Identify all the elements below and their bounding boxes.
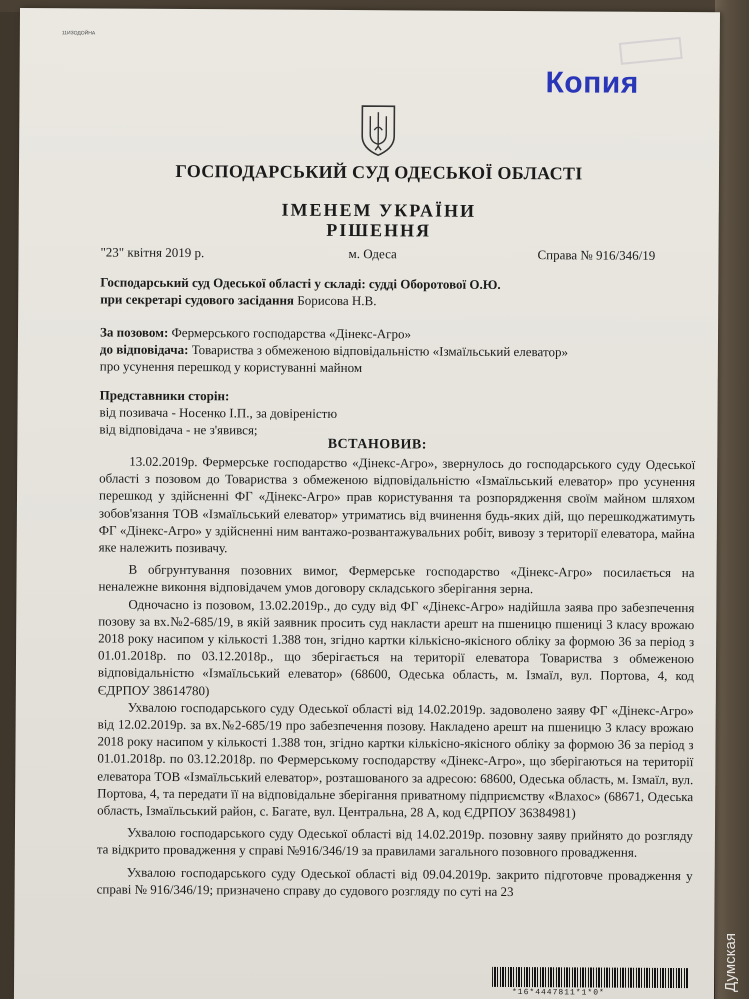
background-right [715, 0, 749, 999]
decision-date: "23" квітня 2019 р. [100, 244, 205, 261]
header-id: 11ИЗОДОЙНА [61, 30, 96, 37]
secretary-label: при секретарі судового засідання [100, 291, 295, 308]
defendant-line [100, 341, 568, 360]
barcode-number: *16*4447811*1*0* [511, 988, 605, 998]
body-text [97, 452, 696, 901]
decision-title-2: РІШЕННЯ [326, 219, 432, 241]
claim-value: Фермерського господарства «Дінекс-Агро» [168, 324, 412, 342]
barcode [492, 967, 688, 988]
secretary-name: Борисова Н.В. [293, 292, 377, 309]
case-number: Справа № 916/346/19 [537, 247, 656, 263]
decision-city: м. Одеса [348, 246, 397, 262]
defendant-value: Товариства з обмеженою відповідальністю «Ізмаїльський елеватор» [188, 342, 569, 360]
defendant-label: до відповідача: [99, 341, 189, 358]
paragraph: 13.02.2019р. Фермерське господарство «Дінекс-Агро», звернулось до господарського суду Одеської області з позовом до Товариства з обмеженою відповідальністю «Ізмаїльський елеватор» про усунення перешкод у здійсненні ФГ «Дінекс-Агро» прав користування та розпорядження своїм майном шляхом зобов'язання ТОВ «Ізмаїльський елеватор» утриматись від вчинення будь-яких дій, що перешкоджатимуть ФГ «Дінекс-Агро» у здійсненні ним вантажо-розвантажувальних робіт, вивозу з території елеватора, майна яке належить позивачу. [98, 453, 696, 556]
claim-line [100, 324, 411, 342]
copy-stamp: Копия [545, 66, 639, 100]
paragraph: Ухвалою господарського суду Одеської області від 09.04.2019р. закрито підготовче провадження у справі № 916/346/19; призначено справу до судового розгляду по суті на 23 [96, 864, 693, 899]
faint-stamp [619, 37, 683, 65]
paragraph: Ухвалою господарського суду Одеської області від 14.02.2019р. задоволено заяву ФГ «Дінекс-Агро» від 12.02.2019р. за вх.№2-685/19 про забезпечення позову. Накладено арешт на пшеницю 3 класу врожаю 2018 року насипом у кількості 1.388 тон, згідно картки кількісно-якісного обліку за формою 36 за період з 01.01.2018р. по 03.12.2018р. по Фермерському господарству «Дінекс-Агро», що зберігаються на території елеватора ТОВ «Ізмаїльський елеватор», розташованого за адресою: 68600, Одеська область, м. Ізмаїл, вул. Портова, 4, та передати її на відповідальне зберігання приватному підприємству «Влахос» (68671, Одеська область, Ізмаїльський район, с. Багате, вул. Центральна, 28 А, код ЄДРПОУ 36384981) [97, 699, 694, 821]
composition-line-1: Господарський суд Одеської області у складі: судді Оборотової О.Ю. [100, 274, 501, 292]
composition-line-2 [100, 291, 376, 309]
paragraph: Ухвалою господарського суду Одеської області від 14.02.2019р. позовну заяву прийнято до розгляду та відкрито провадження у справі №916/346/19 за правилами загального позовного провадження. [96, 824, 694, 861]
court-title: ГОСПОДАРСЬКИЙ СУД ОДЕСЬКОЇ ОБЛАСТІ [175, 160, 583, 184]
document-page [14, 8, 720, 999]
rep-plaintiff: від позивача - Носенко І.П., за довіреністю [99, 404, 338, 421]
coat-of-arms-icon [358, 102, 398, 158]
watermark: Думская [722, 933, 739, 992]
paragraph: Одночасно із позовом, 13.02.2019р., до суду від ФГ «Дінекс-Агро» надійшла заява про забезпечення позову за вх.№2-685/19, в якій заявник просить суд накласти арешт на пшеницю пшениці 3 класу врожаю 2018 року насипом у кількості 1.388 тон, згідно картки кількісно-якісного обліку за формою 36 за період з 01.01.2018р. по 03.12.2018р., що зберігається на території елеватора Товариства з обмеженою відповідальністю «Ізмаїльський елеватор» (68600, Одеська область, м. Ізмаїл, вул. Портова, 4, код ЄДРПОУ 38614780) [97, 596, 695, 698]
representatives-label: Представники сторін: [99, 387, 230, 404]
claim-subject: про усунення перешкод у користуванні майном [99, 358, 363, 376]
rep-defendant: від відповідача - не з'явився; [99, 421, 258, 438]
claim-label: За позовом: [99, 324, 169, 340]
established-heading: ВСТАНОВИВ: [327, 436, 427, 453]
decision-title-1: ІМЕНЕМ УКРАЇНИ [281, 199, 477, 221]
paragraph: В обгрунтування позовних вимог, Фермерське господарство «Дінекс-Агро» посилається на неналежне виконня відповідачем умов договору складського зберігання зерна. [98, 561, 695, 597]
